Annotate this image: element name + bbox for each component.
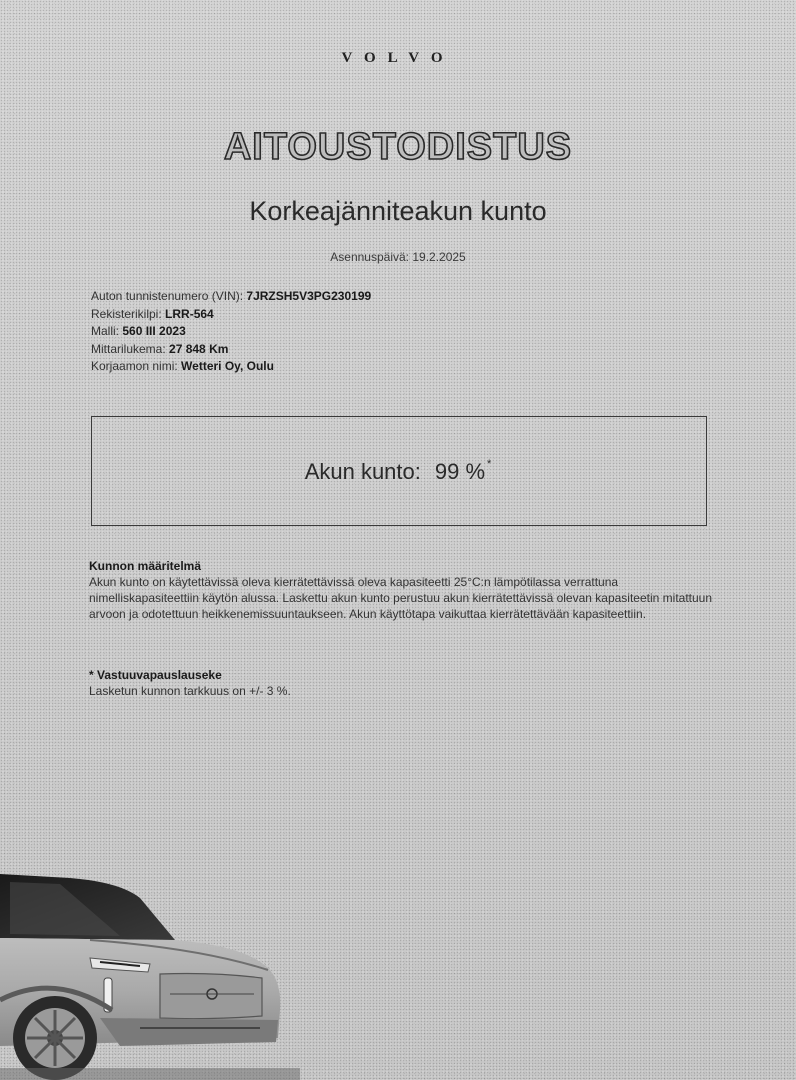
odometer-value: 27 848 Km	[169, 341, 229, 356]
disclaimer-heading: * Vastuuvapauslauseke	[89, 668, 222, 682]
car-image	[0, 860, 300, 1080]
vin-value: 7JRZSH5V3PG230199	[246, 289, 372, 303]
install-date-value: 19.2.2025	[412, 250, 466, 264]
vehicle-info-row-odometer	[91, 341, 371, 359]
workshop-label: Korjaamon nimi:	[91, 359, 178, 373]
install-date	[0, 250, 796, 264]
plate-label: Rekisterikilpi:	[91, 306, 162, 321]
disclaimer-text: Lasketun kunnon tarkkuus on +/- 3 %.	[89, 684, 291, 698]
definition-section	[89, 558, 729, 622]
battery-health-value: 99 %	[434, 459, 486, 484]
model-label: Malli:	[91, 324, 120, 338]
vehicle-info	[91, 288, 371, 376]
vehicle-info-row-workshop	[91, 358, 371, 376]
vehicle-info-row-plate	[91, 306, 371, 324]
page-title: AITOUSTODISTUS	[223, 126, 573, 168]
model-value: 560 III 2023	[122, 324, 186, 338]
definition-heading: Kunnon määritelmä	[89, 559, 202, 573]
vehicle-info-row-vin	[91, 288, 371, 306]
vin-label: Auton tunnistenumero (VIN):	[91, 289, 244, 303]
workshop-value: Wetteri Oy, Oulu	[181, 359, 274, 373]
battery-health-label: Akun kunto:	[304, 459, 421, 484]
footnote-mark: *	[487, 458, 492, 470]
definition-text: Akun kunto on käytettävissä oleva kierrätettävissä oleva kapasiteetti 25°C:n lämpötilassa verrattuna nimelliskapasiteettiin käytön alussa. Laskettu akun kunto perustuu akun kierrätettävissä olevan kapasiteetin mitattuun arvoon ja odotettuun heikkenemissuuntaukseen. Akun käyttötapa vaikuttaa kierrätettävään kapasiteettiin.	[89, 575, 713, 621]
battery-health-result	[0, 458, 796, 485]
plate-value: LRR-564	[165, 306, 214, 321]
odometer-label: Mittarilukema:	[91, 341, 166, 356]
vehicle-info-row-model	[91, 323, 371, 341]
disclaimer-section	[89, 667, 729, 699]
brand-logo: VOLVO	[341, 50, 455, 66]
page-subtitle: Korkeajänniteakun kunto	[249, 196, 547, 226]
install-date-label: Asennuspäivä:	[330, 250, 409, 264]
